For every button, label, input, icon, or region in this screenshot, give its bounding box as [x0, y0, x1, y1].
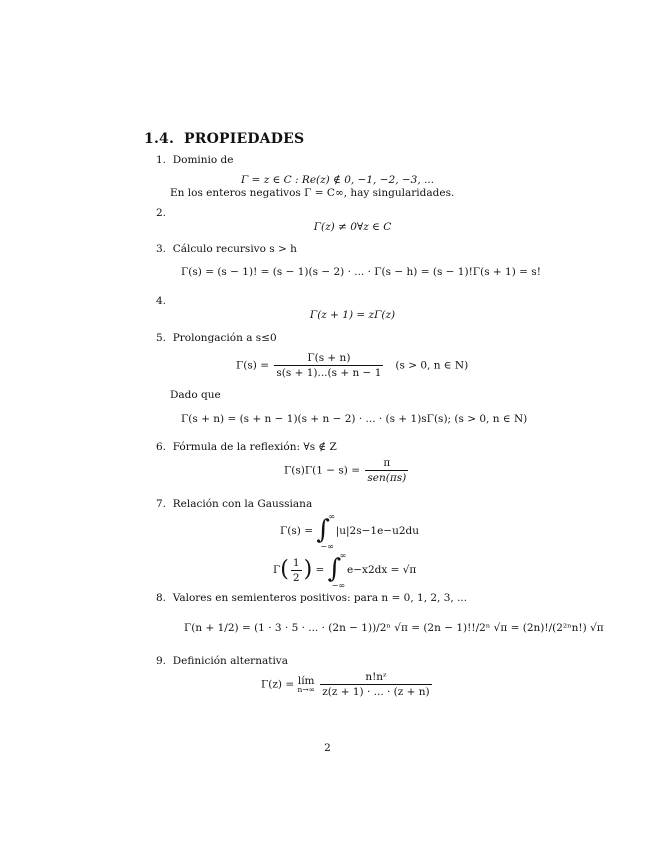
eq-lhs: Γ(s) = — [280, 525, 314, 537]
lim-subscript: n→∞ — [297, 685, 315, 694]
fraction — [365, 457, 408, 484]
list-item-5 — [156, 332, 277, 344]
equation-recursive: Γ(s) = (s − 1)! = (s − 1)(s − 2) · ... · Γ(s − h) = (s − 1)!Γ(s + 1) = s! — [181, 266, 541, 278]
item-number: 7. — [156, 498, 167, 510]
eq2-lhs: Γ — [273, 564, 281, 576]
item-text: Prolongación a s≤0 — [172, 332, 277, 344]
list-item-6 — [156, 441, 337, 453]
list-item-3 — [156, 243, 297, 255]
page-number: 2 — [324, 742, 331, 754]
item-number: 8. — [156, 592, 167, 604]
denominator: sen(πs) — [367, 472, 407, 484]
eq-body: |u|2s−1e−u2du — [335, 525, 420, 537]
fraction — [320, 671, 431, 698]
equation-limit — [261, 671, 434, 698]
item-number: 5. — [156, 332, 167, 344]
section-number: 1.4. — [144, 131, 175, 147]
item-text: Valores en semienteros positivos: para n = 0, 1, 2, 3, ... — [172, 592, 468, 604]
list-item-2: 2. — [156, 207, 167, 219]
equation-gaussian — [280, 512, 420, 551]
eq-lhs: Γ(s) = — [236, 359, 270, 372]
fraction — [291, 557, 302, 584]
denominator: z(z + 1) · ... · (z + n) — [322, 686, 430, 698]
item-text: Fórmula de la reflexión: ∀s ∉ Z — [172, 441, 337, 453]
equation-product: Γ(s + n) = (s + n − 1)(s + n − 2) · ... · (s + 1)sΓ(s); (s > 0, n ∈ N) — [181, 413, 528, 425]
eq-lhs: Γ(z) = — [261, 678, 295, 691]
item-text: Dominio de — [172, 154, 234, 166]
equation-domain: Γ = z ∈ C : Re(z) ∉ 0, −1, −2, −3, ... — [240, 174, 435, 186]
lim-label: lím — [297, 674, 315, 687]
item-number: 1. — [156, 154, 167, 166]
equation-prolongation — [236, 352, 468, 379]
limit — [298, 676, 315, 694]
numerator: Γ(s + n) — [274, 352, 383, 366]
item-number: 6. — [156, 441, 167, 453]
lower-limit: −∞ — [331, 581, 346, 590]
upper-limit: ∞ — [339, 551, 347, 560]
equation-semiintegers: Γ(n + 1/2) = (1 · 3 · 5 · ... · (2n − 1))/2ⁿ √π = (2n − 1)!!/2ⁿ √π = (2n)!/(2²ⁿn!) √π — [184, 622, 604, 634]
numerator: n!nᶻ — [320, 671, 431, 685]
equation-functional: Γ(z + 1) = zΓ(z) — [309, 309, 396, 321]
list-item-8 — [156, 592, 467, 604]
upper-limit: ∞ — [328, 512, 336, 521]
integral-icon: ∫ ∞ −∞ — [327, 551, 347, 590]
note-dado-que: Dado que — [170, 389, 221, 401]
list-item-7 — [156, 498, 312, 510]
numerator: π — [365, 457, 408, 471]
list-item-9 — [156, 655, 288, 667]
integral-icon: ∫ ∞ −∞ — [316, 512, 336, 551]
denominator: 2 — [292, 571, 300, 584]
list-item-4: 4. — [156, 295, 167, 307]
denominator: s(s + 1)...(s + n − 1 — [276, 367, 382, 379]
list-item-1 — [156, 154, 234, 166]
item-number: 9. — [156, 655, 167, 667]
item-text: Cálculo recursivo s > h — [172, 243, 297, 255]
item-text: Definición alternativa — [172, 655, 288, 667]
equation-reflection — [284, 457, 410, 484]
equation-nonzero: Γ(z) ≠ 0∀z ∈ C — [313, 221, 392, 233]
item-text: Relación con la Gaussiana — [172, 498, 313, 510]
fraction — [274, 352, 383, 379]
eq2-body: e−x2dx = √π — [347, 564, 417, 576]
lower-limit: −∞ — [320, 542, 334, 551]
section-heading — [144, 131, 304, 147]
numerator: 1 — [292, 556, 300, 569]
section-title: PROPIEDADES — [184, 131, 305, 147]
item-number: 3. — [156, 243, 167, 255]
eq-condition: (s > 0, n ∈ N) — [395, 359, 469, 372]
eq-lhs: Γ(s)Γ(1 − s) = — [284, 464, 361, 477]
eq2-mid: = — [315, 564, 325, 576]
note-singularities: En los enteros negativos Γ = C∞, hay singularidades. — [170, 187, 455, 199]
equation-gamma-half: Γ( $\frac{1}{2}$ ) = ∫ ∞ −∞ e−x2dx = √π — [273, 551, 417, 590]
